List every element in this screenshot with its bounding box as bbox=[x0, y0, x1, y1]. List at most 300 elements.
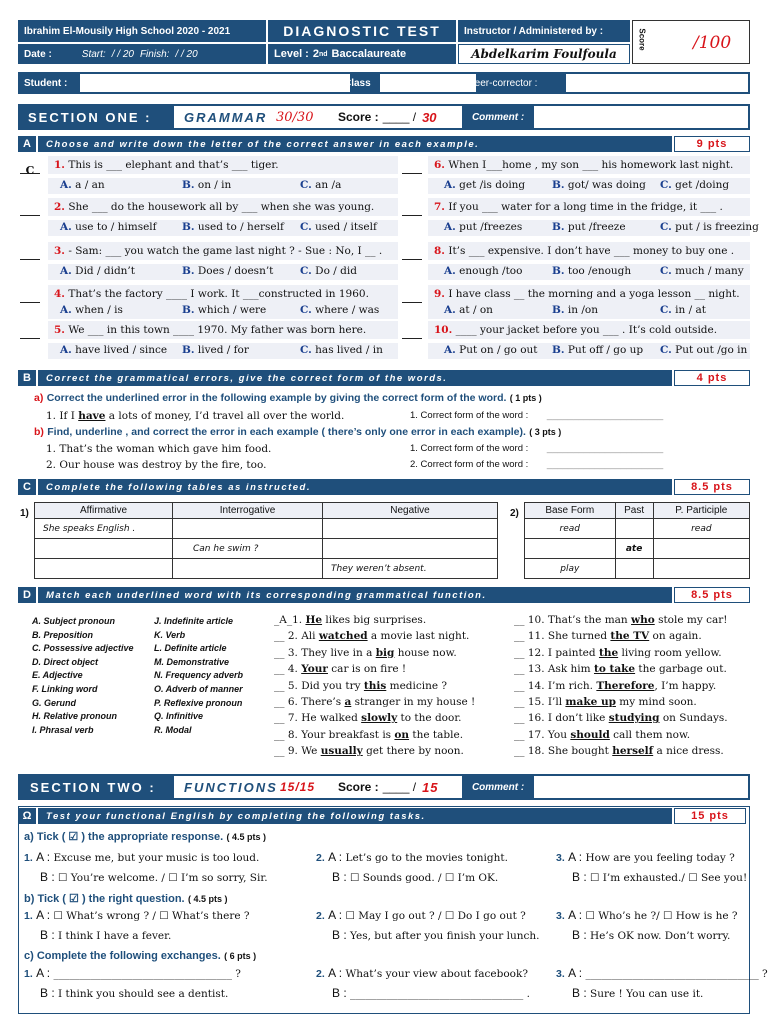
speaker-a: A : bbox=[328, 966, 343, 980]
option-c[interactable] bbox=[660, 344, 747, 356]
table-cell[interactable] bbox=[35, 559, 173, 579]
match-suffix: , I’m happy. bbox=[654, 679, 717, 692]
question-text: ____ your jacket before you ___ . It’s cold outside. bbox=[455, 324, 718, 336]
school-banner bbox=[18, 20, 266, 42]
underlined-word: make up bbox=[565, 696, 616, 708]
speaker-b-line[interactable]: Sure ! You can use it. bbox=[590, 988, 704, 1000]
match-suffix: medicine ? bbox=[386, 679, 448, 692]
section-one-score-label: Score : bbox=[338, 110, 379, 124]
match-item bbox=[274, 680, 447, 692]
tense-table bbox=[34, 502, 498, 579]
option-a[interactable] bbox=[444, 179, 525, 191]
underlined-word: usually bbox=[320, 745, 363, 758]
answer-blank[interactable] bbox=[20, 293, 40, 303]
match-suffix: likes big surprises. bbox=[322, 614, 427, 626]
option-letter: B. bbox=[182, 221, 195, 233]
correct-form-blank[interactable]: ______________________ bbox=[546, 410, 664, 421]
instructor-label-box bbox=[458, 20, 630, 42]
grammar-function: N. Frequency adverb bbox=[154, 670, 244, 681]
score-vertical-label: Score bbox=[637, 28, 647, 51]
speaker-b-line[interactable]: ☐ You’re welcome. / ☐ I’m so sorry, Sir. bbox=[58, 872, 268, 884]
match-prefix[interactable]: __ 16. I don’t like bbox=[514, 712, 609, 725]
option-text: enough /too bbox=[459, 265, 523, 277]
table-cell[interactable]: They weren’t absent. bbox=[323, 559, 498, 579]
verb-header: P. Participle bbox=[653, 503, 749, 519]
correct-form-label: 1. Correct form of the word : bbox=[410, 443, 529, 454]
options-line bbox=[48, 178, 398, 194]
options-line bbox=[428, 220, 759, 236]
option-letter: A. bbox=[444, 179, 456, 191]
grammar-function: Q. Infinitive bbox=[154, 711, 204, 722]
match-prefix[interactable]: __ 18. She bought bbox=[514, 745, 613, 758]
task-b-part-a bbox=[34, 392, 542, 404]
underlined-word: on bbox=[394, 728, 410, 741]
grammar-function: D. Direct object bbox=[32, 656, 99, 667]
answer-blank[interactable]: C bbox=[20, 164, 40, 174]
options-line bbox=[428, 343, 750, 359]
option-text: a / an bbox=[75, 179, 105, 191]
peer-label: Peer-corrector : bbox=[468, 77, 538, 89]
option-b[interactable] bbox=[182, 221, 284, 233]
table-cell[interactable] bbox=[35, 539, 173, 559]
speaker-b-line[interactable]: _________________________________ . bbox=[350, 988, 530, 1000]
section-two-score-total: 15 bbox=[422, 779, 439, 795]
section-two-comment-label: Comment : bbox=[471, 781, 525, 793]
level-num: 2 bbox=[312, 48, 319, 60]
task-b-b1-correct bbox=[410, 443, 663, 454]
correct-form-label: 1. Correct form of the word : bbox=[410, 410, 529, 421]
section-two-marks: 15/15 bbox=[280, 780, 316, 794]
student-row bbox=[18, 72, 750, 94]
task-c-bar bbox=[18, 479, 672, 495]
table-cell[interactable]: She speaks English . bbox=[35, 519, 173, 539]
correct-form-label: 2. Correct form of the word : bbox=[410, 459, 529, 470]
student-field[interactable] bbox=[80, 74, 350, 92]
exchange-number: 1. bbox=[24, 968, 33, 980]
question-number: 9. bbox=[434, 288, 445, 300]
question-text: If you ___ water for a long time in the fridge, it ___ . bbox=[448, 201, 723, 213]
section-two-score-label: Score : bbox=[338, 780, 379, 794]
level-box bbox=[268, 44, 456, 64]
option-text: when / is bbox=[75, 304, 123, 316]
question-number: 8. bbox=[434, 245, 445, 257]
option-text: too /enough bbox=[567, 265, 632, 277]
table-cell[interactable]: ate bbox=[615, 539, 653, 559]
grammar-function: G. Gerund bbox=[32, 697, 77, 708]
question-text: It’s ___ expensive. I don’t have ___ money to buy one . bbox=[448, 245, 735, 257]
task-b-a1-pre: 1. If I bbox=[46, 410, 79, 422]
option-a[interactable] bbox=[60, 265, 135, 277]
section-one-name: GRAMMAR bbox=[184, 109, 268, 125]
omega-b-points: ( 4.5 pts ) bbox=[187, 894, 228, 904]
score-box bbox=[632, 20, 750, 64]
options-line bbox=[48, 264, 398, 280]
option-letter: B. bbox=[552, 304, 565, 316]
exchange-number: 2. bbox=[316, 968, 325, 980]
option-letter: A. bbox=[60, 304, 72, 316]
option-c[interactable] bbox=[300, 304, 379, 316]
answer-blank[interactable] bbox=[402, 164, 422, 174]
table-cell[interactable] bbox=[323, 519, 498, 539]
table-cell[interactable] bbox=[615, 559, 653, 579]
speaker-a: A : bbox=[36, 966, 51, 980]
match-suffix: on Sundays. bbox=[659, 712, 728, 725]
answer-blank[interactable] bbox=[402, 206, 422, 216]
question-number: 1. bbox=[54, 159, 65, 171]
finish-value[interactable]: / / 20 bbox=[175, 48, 198, 60]
options-line bbox=[428, 264, 750, 280]
option-letter: B. bbox=[552, 344, 565, 356]
speaker-a-line[interactable]: _________________________________ ? bbox=[585, 968, 768, 980]
speaker-a: A : bbox=[568, 966, 583, 980]
option-c[interactable] bbox=[660, 265, 744, 277]
speaker-b-line[interactable]: Yes, but after you finish your lunch. bbox=[350, 930, 540, 942]
underlined-word: He bbox=[305, 614, 323, 626]
table-cell[interactable] bbox=[173, 559, 323, 579]
match-prefix[interactable]: __ 2. Ali bbox=[274, 630, 319, 643]
speaker-b: B : bbox=[40, 928, 55, 942]
dialogue-exchange bbox=[316, 850, 508, 884]
speaker-b: B : bbox=[332, 870, 347, 884]
task-a-points: 9 pts bbox=[674, 136, 750, 152]
match-suffix: stole my car! bbox=[654, 614, 728, 626]
match-suffix: on again. bbox=[649, 630, 702, 643]
match-suffix: a movie last night. bbox=[367, 630, 470, 643]
option-text: use to / himself bbox=[75, 221, 157, 233]
table-cell[interactable] bbox=[653, 559, 749, 579]
underlined-word: slowly bbox=[361, 712, 398, 725]
task-d-bar bbox=[18, 587, 672, 603]
match-suffix: a nice dress. bbox=[653, 745, 724, 758]
task-b-bar bbox=[18, 370, 672, 386]
match-suffix: to the door. bbox=[397, 712, 462, 725]
match-prefix[interactable]: __ 4. bbox=[274, 663, 302, 676]
question-line bbox=[48, 285, 398, 303]
option-text: Do / did bbox=[315, 265, 357, 277]
speaker-a-line[interactable]: Let’s go to the movies tonight. bbox=[345, 852, 508, 864]
section-two-score-blank[interactable]: ____ / bbox=[382, 780, 417, 794]
dialogue-exchange bbox=[316, 966, 530, 1000]
task-c-points: 8.5 pts bbox=[674, 479, 750, 495]
answer-blank[interactable] bbox=[402, 250, 422, 260]
question-text: I have class __ the morning and a yoga lesson __ night. bbox=[448, 288, 740, 300]
question-line bbox=[428, 198, 750, 216]
table-cell[interactable]: read bbox=[653, 519, 749, 539]
option-a[interactable] bbox=[60, 221, 157, 233]
option-b[interactable] bbox=[182, 304, 266, 316]
dialogue-exchange bbox=[24, 850, 268, 884]
match-prefix[interactable]: __ 9. We bbox=[274, 745, 321, 758]
speaker-a-line[interactable]: ☐ Who’s he ?/ ☐ How is he ? bbox=[585, 910, 738, 922]
section-one-score-blank[interactable]: ____ / bbox=[382, 110, 417, 124]
option-c[interactable] bbox=[660, 179, 729, 191]
dialogue-exchange bbox=[316, 908, 540, 942]
task-c-letter: C bbox=[18, 479, 38, 495]
table-cell[interactable] bbox=[653, 539, 749, 559]
option-letter: C. bbox=[660, 221, 672, 233]
task-omega-instruction: Test your functional English by completing the following tasks. bbox=[46, 810, 426, 822]
task-a-bar bbox=[18, 136, 672, 152]
speaker-a-line[interactable]: Excuse me, but your music is too loud. bbox=[53, 852, 260, 864]
option-a[interactable] bbox=[444, 344, 538, 356]
table-cell[interactable] bbox=[615, 519, 653, 539]
speaker-a: A : bbox=[568, 908, 583, 922]
section-one-bar bbox=[18, 104, 750, 130]
exchange-number: 2. bbox=[316, 852, 325, 864]
option-b[interactable] bbox=[552, 344, 643, 356]
task-omega-points: 15 pts bbox=[674, 808, 746, 824]
option-c[interactable] bbox=[300, 221, 377, 233]
underlined-word: the TV bbox=[610, 630, 650, 643]
match-prefix[interactable]: __ 7. He walked bbox=[274, 712, 362, 725]
exchange-number: 3. bbox=[556, 852, 565, 864]
option-b[interactable] bbox=[552, 265, 631, 277]
option-text: at / on bbox=[459, 304, 493, 316]
answer-blank[interactable] bbox=[20, 329, 40, 339]
question-text: She ___ do the housework all by ___ when she was young. bbox=[68, 201, 375, 213]
grammar-function: I. Phrasal verb bbox=[32, 724, 94, 735]
match-prefix[interactable]: __ 10. That’s the man bbox=[514, 614, 632, 626]
match-suffix: get there by noon. bbox=[362, 745, 464, 758]
answer-blank[interactable] bbox=[20, 250, 40, 260]
match-prefix[interactable]: __ 13. Ask him bbox=[514, 663, 594, 676]
options-line bbox=[48, 343, 398, 359]
option-a[interactable] bbox=[444, 304, 493, 316]
match-item bbox=[514, 712, 728, 724]
grammar-function: O. Adverb of manner bbox=[154, 684, 243, 694]
dialogue-exchange bbox=[556, 908, 738, 942]
exchange-number: 1. bbox=[24, 852, 33, 864]
option-text: much / many bbox=[675, 265, 744, 277]
option-b[interactable] bbox=[182, 179, 231, 191]
speaker-a-line[interactable]: ☐ May I go out ? / ☐ Do I go out ? bbox=[345, 910, 526, 922]
option-text: Put off / go up bbox=[567, 344, 644, 356]
table-cell[interactable] bbox=[323, 539, 498, 559]
option-letter: B. bbox=[552, 221, 565, 233]
option-b[interactable] bbox=[182, 344, 249, 356]
table-cell[interactable]: read bbox=[525, 519, 616, 539]
section-two-bar bbox=[18, 774, 750, 800]
question-number: 6. bbox=[434, 159, 445, 171]
option-letter: B. bbox=[552, 179, 565, 191]
verb-header: Base Form bbox=[525, 503, 616, 519]
grammar-function: C. Possessive adjective bbox=[32, 643, 134, 654]
match-prefix[interactable]: __ 6. There’s bbox=[274, 696, 345, 708]
option-letter: A. bbox=[444, 221, 456, 233]
question-number: 2. bbox=[54, 201, 65, 213]
omega-a-points: ( 4.5 pts ) bbox=[226, 832, 267, 842]
match-item bbox=[514, 745, 724, 757]
speaker-a-line[interactable]: What’s your view about facebook? bbox=[345, 968, 528, 980]
speaker-b-line[interactable]: ☐ Sounds good. / ☐ I’m OK. bbox=[350, 872, 499, 884]
option-letter: A. bbox=[60, 221, 72, 233]
grammar-function: J. Indefinite article bbox=[154, 616, 234, 626]
option-text: where / was bbox=[315, 304, 380, 316]
date-label: Date : bbox=[24, 48, 52, 60]
match-prefix[interactable]: __ 8. Your breakfast is bbox=[274, 728, 395, 741]
option-c[interactable] bbox=[660, 221, 759, 233]
question-number: 5. bbox=[54, 324, 65, 336]
option-letter: C. bbox=[300, 179, 312, 191]
match-prefix[interactable]: __ 14. I’m rich. bbox=[514, 679, 597, 692]
omega-a-heading bbox=[24, 830, 266, 843]
option-text: Put out /go in bbox=[675, 344, 748, 356]
question-line bbox=[428, 156, 750, 174]
section-two-name: FUNCTIONS bbox=[184, 779, 278, 795]
option-letter: A. bbox=[60, 265, 72, 277]
option-text: used to / herself bbox=[197, 221, 284, 233]
speaker-a-line[interactable]: __________________________________ ? bbox=[53, 968, 241, 980]
match-item bbox=[274, 663, 406, 675]
option-b[interactable] bbox=[552, 179, 646, 191]
question-line bbox=[48, 321, 398, 339]
answer-blank[interactable] bbox=[402, 329, 422, 339]
verb-header: Past bbox=[615, 503, 653, 519]
match-suffix: my mind soon. bbox=[615, 696, 697, 708]
match-prefix[interactable]: __ 17. You bbox=[514, 728, 571, 741]
speaker-a-line[interactable]: How are you feeling today ? bbox=[585, 852, 735, 864]
speaker-b: B : bbox=[572, 928, 587, 942]
task-b-b1: 1. That’s the woman which gave him food. bbox=[46, 443, 272, 455]
option-text: get /doing bbox=[675, 179, 730, 191]
option-letter: A. bbox=[444, 265, 456, 277]
task-b-a-example bbox=[46, 410, 344, 422]
options-line bbox=[428, 178, 750, 194]
speaker-b: B : bbox=[40, 986, 55, 1000]
option-letter: A. bbox=[60, 179, 72, 191]
option-letter: C. bbox=[300, 304, 312, 316]
speaker-b-line[interactable]: He’s OK now. Don’t worry. bbox=[590, 930, 731, 942]
option-letter: C. bbox=[300, 344, 312, 356]
option-letter: C. bbox=[660, 344, 672, 356]
match-prefix[interactable]: __ 15. I’ll bbox=[514, 696, 566, 708]
task-omega-bar bbox=[18, 808, 672, 824]
question-line bbox=[428, 242, 750, 260]
option-text: Put on / go out bbox=[459, 344, 538, 356]
option-c[interactable] bbox=[300, 265, 357, 277]
test-title-box bbox=[268, 20, 456, 42]
tense-header: Affirmative bbox=[35, 503, 173, 519]
match-prefix[interactable]: __ 11. She turned bbox=[514, 630, 611, 643]
task-b-instruction: Correct the grammatical errors, give the correct form of the words. bbox=[46, 372, 448, 384]
answer-blank[interactable] bbox=[20, 206, 40, 216]
table1-number: 1) bbox=[20, 508, 29, 519]
option-a[interactable] bbox=[60, 304, 123, 316]
speaker-b-line[interactable]: I think you should see a dentist. bbox=[58, 988, 229, 1000]
underlined-word: to take bbox=[593, 663, 636, 676]
option-a[interactable] bbox=[60, 179, 105, 191]
option-a[interactable] bbox=[444, 221, 522, 233]
match-suffix: call them now. bbox=[609, 728, 691, 741]
question-line bbox=[48, 242, 398, 260]
question-number: 10. bbox=[434, 324, 453, 336]
option-c[interactable] bbox=[300, 344, 383, 356]
speaker-b-line[interactable]: ☐ I’m exhausted./ ☐ See you! bbox=[590, 872, 748, 884]
underlined-word: Your bbox=[301, 663, 328, 676]
table-cell[interactable]: play bbox=[525, 559, 616, 579]
task-b-b-label: b) bbox=[34, 426, 44, 438]
match-prefix[interactable]: __ 5. Did you try bbox=[274, 679, 364, 692]
underlined-word: this bbox=[363, 679, 387, 692]
underlined-word: Therefore bbox=[596, 679, 655, 692]
class-field[interactable] bbox=[380, 74, 476, 92]
task-b-a-correct-form bbox=[410, 410, 663, 421]
task-b-b-points: ( 3 pts ) bbox=[529, 427, 562, 437]
grammar-function: B. Preposition bbox=[32, 629, 94, 640]
option-a[interactable] bbox=[444, 265, 522, 277]
section-two-label: SECTION TWO : bbox=[30, 779, 156, 795]
omega-c-points: ( 6 pts ) bbox=[224, 951, 257, 961]
match-suffix: living room yellow. bbox=[618, 646, 722, 659]
match-item bbox=[514, 647, 722, 659]
option-b[interactable] bbox=[552, 221, 626, 233]
table-cell[interactable] bbox=[525, 539, 616, 559]
match-prefix[interactable]: __ 3. They live in a bbox=[274, 646, 376, 659]
match-suffix: the table. bbox=[409, 728, 464, 741]
verb-table bbox=[524, 502, 750, 579]
task-b-a-text: Correct the underlined error in the following example by giving the correct form of the word. bbox=[46, 392, 507, 404]
grammar-function: R. Modal bbox=[154, 724, 192, 735]
level-label: Level : bbox=[274, 48, 309, 60]
task-b-b2: 2. Our house was destroy by the fire, too. bbox=[46, 459, 267, 471]
option-c[interactable] bbox=[300, 179, 341, 191]
match-item bbox=[274, 647, 457, 659]
option-letter: C. bbox=[660, 304, 672, 316]
question-text: - Sam: ___ you watch the game last night ? - Sue : No, I __ . bbox=[68, 245, 383, 257]
exchange-number: 1. bbox=[24, 910, 33, 922]
option-b[interactable] bbox=[182, 265, 273, 277]
answer-blank[interactable] bbox=[402, 293, 422, 303]
match-prefix[interactable]: __ 12. I painted bbox=[514, 646, 599, 659]
speaker-b: B : bbox=[40, 870, 55, 884]
task-b-part-b bbox=[34, 426, 561, 438]
option-text: lived / for bbox=[197, 344, 249, 356]
match-item bbox=[514, 696, 697, 708]
option-text: put /freezes bbox=[459, 221, 523, 233]
correct-form-blank[interactable]: ______________________ bbox=[546, 459, 664, 470]
grammar-function: A. Subject pronoun bbox=[32, 616, 115, 626]
task-b-a-label: a) bbox=[34, 392, 44, 404]
speaker-a-line[interactable]: ☐ What’s wrong ? / ☐ What’s there ? bbox=[53, 910, 250, 922]
class-label: Class bbox=[344, 77, 371, 89]
option-text: put /freeze bbox=[567, 221, 626, 233]
grammar-function: K. Verb bbox=[154, 629, 186, 640]
option-text: get /is doing bbox=[459, 179, 526, 191]
tense-header: Interrogative bbox=[173, 503, 323, 519]
option-a[interactable] bbox=[60, 344, 167, 356]
option-c[interactable] bbox=[660, 304, 706, 316]
grammar-function: L. Definite article bbox=[154, 643, 227, 654]
match-prefix[interactable]: _A_1. bbox=[274, 614, 306, 626]
peer-field[interactable] bbox=[566, 74, 748, 92]
start-label: Start: bbox=[81, 48, 106, 60]
correct-form-blank[interactable]: ______________________ bbox=[546, 443, 664, 454]
table-cell[interactable]: Can he swim ? bbox=[173, 539, 323, 559]
match-suffix: car is on fire ! bbox=[327, 663, 407, 676]
student-label: Student : bbox=[24, 77, 68, 89]
table-cell[interactable] bbox=[173, 519, 323, 539]
option-letter: C. bbox=[300, 221, 312, 233]
underlined-word: should bbox=[570, 728, 610, 741]
task-d-instruction: Match each underlined word with its corresponding grammatical function. bbox=[46, 589, 487, 601]
section-one-label: SECTION ONE : bbox=[28, 109, 152, 125]
speaker-b-line[interactable]: I think I have a fever. bbox=[58, 930, 172, 942]
start-value[interactable]: / / 20 bbox=[111, 48, 134, 60]
option-b[interactable] bbox=[552, 304, 598, 316]
school-name: Ibrahim El-Mousily High School 2020 - 2021 bbox=[24, 25, 231, 37]
options-line bbox=[428, 303, 750, 319]
grammar-function: H. Relative pronoun bbox=[32, 711, 118, 722]
